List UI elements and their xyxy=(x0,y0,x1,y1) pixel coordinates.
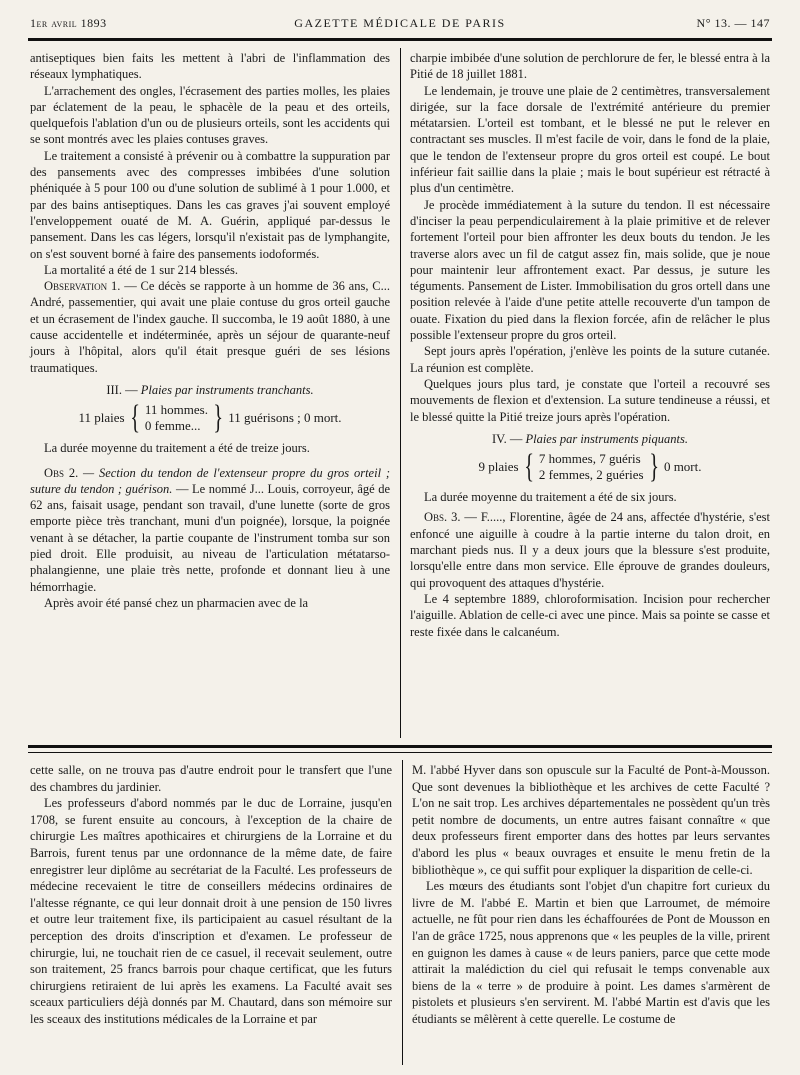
paragraph: Le 4 septembre 1889, chloroformisation. Incision pour rechercher l'aiguille. Ablation de celle-ci avec une pince. Mais sa pointe se casse et reste fixée dans le calcanéum. xyxy=(410,591,770,639)
section-4-statistics xyxy=(410,448,770,486)
stat-line: 11 hommes. xyxy=(144,402,208,418)
section-3-statistics xyxy=(30,399,390,437)
paragraph: Les mœurs des étudiants sont l'objet d'un chapitre fort curieux du livre de M. l'abbé E. Martin et bien que Larroumet, de mémoire actuelle, ne fût pour rien dans les échaffourées de Pont de Mousson en l'an de grâce 1725, nous apprenons que « les peuples de la ville, prirent en guignon les dames à cause « de leurs paniers, parce que cette mode attirait la malédiction du ciel qui refusait le temps convenable aux biens de la « terre » de produire à point. Les dames s'armèrent de pistolets et plusieurs s'en servirent. M. l'abbé Martin est d'avis que les étudiants se mêlèrent à cette querelle. Le costume de xyxy=(412,879,770,1026)
observation-text: — Ce décès se rapporte à un homme de 36 ans, C... André, passementier, qui avait une plaie contuse du gros orteil gauche et un écrasement de l'index gauche. Il succomba, le 19 août 1880, à une cause accidentelle et indéterminée, après un séjour de quarante-neuf jours à l'hôpital, alors qu'il était presque guéri de ses lésions traumatiques. xyxy=(30,279,391,375)
paragraph: La mortalité a été de 1 sur 214 blessés. xyxy=(44,262,239,277)
left-brace-icon: { xyxy=(523,448,534,486)
paragraph: L'arrachement des ongles, l'écrasement des parties molles, les plaies par éclatement de la peau, le sphacèle de la peau et des orteils, quelquefois l'ablation d'un ou de plusieurs orteils, sont les accidents qui se sont montrés avec les plaies contuses graves. xyxy=(30,83,390,147)
left-brace-icon: { xyxy=(129,399,140,437)
paragraph: Je procède immédiatement à la suture du tendon. Il est nécessaire d'inciser la peau perpendiculairement à la plaie primitive et de relever fortement l'orteil pour bien affronter les deux bouts du tendon. Je les traverse alors avec un fil de catgut assez fin, mais solide, que je noue pour maintenir leur affrontement exact. Par dessus, je suture les téguments. Pansement de Lister. Immobilisation du gros ortell dans une position relevée à l'aide d'une petite attelle recouverte d'un tampon de ouate. Fixation du pied dans la flexion forcée, afin de relâcher le plus possible l'extenseur propre du gros orteil. xyxy=(410,197,770,343)
observation-title: — Section du tendon de l'extenseur propre du gros orteil ; suture du tendon ; guérison. xyxy=(30,465,391,496)
right-brace-icon: } xyxy=(648,448,659,486)
paragraph: Quelques jours plus tard, je constate que l'orteil a recouvré ses mouvements de flexion et d'extension. La suture tendineuse a réussi, et le blessé quitte la Pitié treize jours après l'opération. xyxy=(410,376,770,424)
paragraph: charpie imbibée d'une solution de perchlorure de fer, le blessé entra à la Pitié de 18 juillet 1881. xyxy=(410,51,770,82)
paragraph: Les professeurs d'abord nommés par le duc de Lorraine, jusqu'en 1708, se furent ensuite au concours, à l'exception de la chaire de chirurgie Les maîtres apothicaires et chirurgiens de la Lorraine et du Barrois, furent tenus par une ordonnance de la même date, de faire enregistrer leur diplôme au secrétariat de la Faculté. Les professeurs de médecine recevaient le titre de conseillers médecins ordinaires de l'altesse régnante, ce qui leur donnait droit à une pension de 150 livres et outre leur traitement fixe, ils participaient au casuel résultant de la perception des droits d'inscription et d'examen. Le professeur de chirurgie, lui, ne touchait rien de ce casuel, il recevait seulement, outre son traitement, 25 francs barrois pour chaque certificat, que les futurs chirurgiens retiraient de lui après les examens. La Faculté avait ses sceaux particuliers déjà donnés par M. Chautard, dans son mémoire sur les sceaux des institutions médicales de la Lorraine et par xyxy=(30,796,392,1026)
observation-2 xyxy=(30,465,390,595)
section-title: Plaies par instruments tranchants. xyxy=(140,382,314,397)
observation-text: — Le nommé J... Louis, corroyeur, âgé de 62 ans, faisait usage, pendant son travail, d'une lunette (sorte de gros emporte pièce très tranchant, muni d'un poignée), lorsque, la poignée venant à se détacher, la partie coupante de l'instrument tomba sur son pied droit. Elle produisit, au niveau de l'articulation métatarso-phalangienne, une plaie très nette, profonde et donnant lieu à une hémorrhagie. xyxy=(30,481,390,594)
bottom-left-column xyxy=(30,762,392,1028)
observation-label: Observation 1. xyxy=(44,279,121,294)
paragraph: Le traitement a consisté à prévenir ou à combattre la suppuration par des pansements avec des compresses imbibées d'une solution phéniquée à 5 pour 100 ou d'une solution de sublimé à 1 pour 1.000, et par des bains antiseptiques. Dans les cas graves j'ai souvent employé l'enveloppement ouaté de M. A. Guérin, appliqué par-dessus le pansement. Dans les cas légers, lorsqu'il n'existait pas de lymphangite, on s'est souvent borné à faire des pansements iodoformés. xyxy=(30,148,390,261)
paragraph: Le lendemain, je trouve une plaie de 2 centimètres, transversalement dirigée, sur la face dorsale de l'extrémité antérieure du premier métatarsien. L'orteil est tombant, et le blessé ne put le relever en contractant ses muscles. Il m'est facile de voir, dans le fond de la plaie, que le tendon de l'extenseur propre du gros orteil est coupé. Le bout inférieur fait saillie dans la plaie ; mais le bout supérieur est rétracté à plus d'un centimètre. xyxy=(410,83,770,196)
observation-label: Obs 2. xyxy=(44,465,79,480)
page-header xyxy=(30,14,770,36)
stat-total: 11 plaies xyxy=(78,410,125,426)
paragraph: La durée moyenne du traitement a été de treize jours. xyxy=(44,441,310,456)
paragraph: antiseptiques bien faits les mettent à l'abri de l'inflammation des réseaux lymphatiques. xyxy=(30,51,390,82)
column-rule xyxy=(402,760,403,1065)
column-rule xyxy=(400,48,401,738)
section-separator xyxy=(28,745,772,748)
section-4-heading xyxy=(410,431,770,447)
section-3-heading xyxy=(30,382,390,398)
stat-total: 9 plaies xyxy=(478,458,519,474)
bottom-right-column xyxy=(412,762,770,1028)
section-number: IV. — xyxy=(492,431,523,446)
observation-3 xyxy=(410,509,770,590)
paragraph: La durée moyenne du traitement a été de six jours. xyxy=(424,490,677,505)
stat-line: 2 femmes, 2 guéries xyxy=(538,467,644,483)
right-brace-icon: } xyxy=(213,399,224,437)
page-number: N° 13. — 147 xyxy=(696,16,770,30)
section-title: Plaies par instruments piquants. xyxy=(525,431,688,446)
paragraph: Sept jours après l'opération, j'enlève les points de la suture cutanée. La réunion est complète. xyxy=(410,344,770,375)
paragraph: Après avoir été pansé chez un pharmacien avec de la xyxy=(44,595,309,610)
observation-text: — F....., Florentine, âgée de 24 ans, affectée d'hystérie, s'est enfoncé une aiguille à coudre à la partie interne du talon droit, en marchant pieds nus. Il y a deux jours que la blessure s'est produite, lorsqu'elle entre dans mon service. Elle éprouve de grandes douleurs, qui provoquent des attaques d'hystérie. xyxy=(410,510,770,590)
stat-line: 0 femme... xyxy=(144,418,201,434)
journal-title: GAZETTE MÉDICALE DE PARIS xyxy=(294,16,506,30)
stat-result: 11 guérisons ; 0 mort. xyxy=(228,410,342,426)
section-number: III. — xyxy=(106,382,138,397)
section-separator-thin xyxy=(28,752,772,753)
top-left-column xyxy=(30,50,390,611)
observation-label: Obs. 3. xyxy=(424,510,461,525)
stat-line: 7 hommes, 7 guéris xyxy=(538,451,641,467)
paragraph: cette salle, on ne trouva pas d'autre endroit pour le transfert que l'une des chambres du jardinier. xyxy=(30,763,392,794)
observation-1 xyxy=(30,278,390,376)
header-date: 1er avril 1893 xyxy=(30,16,107,30)
stat-result: 0 mort. xyxy=(663,458,702,474)
header-rule xyxy=(28,38,772,41)
paragraph: M. l'abbé Hyver dans son opuscule sur la Faculté de Pont-à-Mousson. Que sont devenues la bibliothèque et les archives de cette Faculté ? L'on ne sait trop. Les archives départementales ne possèdent qu'un très petit nombre de documents, un entre autres faisant connaître « que deux professeurs firent emporter dans des hottes par leurs servantes d'abord les plus « beaux ouvrages et ensuite le menu fretin de la bibliothèque », ce qui suffit pour expliquer la disparition de celle-ci. xyxy=(412,763,770,877)
top-right-column xyxy=(410,50,770,640)
